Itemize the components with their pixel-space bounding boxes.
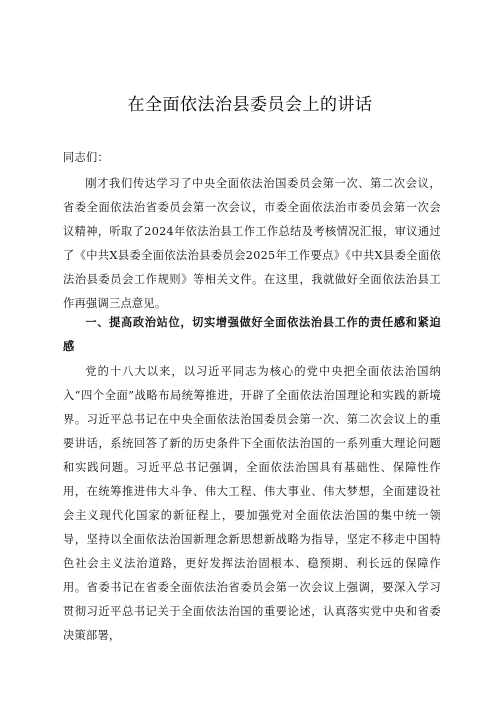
paragraph-intro: 刚才我们传达学习了中央全面依法治国委员会第一次、第二次会议，省委全面依法治省委员会第一次会议，市委全面依法治市委员会第一次会议精神，听取了2024年依法治县工作工作总结及考核情况汇报，审议通过了《中共X县委全面依法治县委员会2025年工作要点》《中共X县委全面依法治县委员会工作规则》等相关文件。在这里，我就做好全面依法治县工作再强调三点意见。 (63, 177, 441, 310)
document-title: 在全面依法治县委员会上的讲话 (127, 95, 373, 115)
salutation: 同志们： (63, 151, 109, 164)
paragraph-section-1: 党的十八大以来，以习近平同志为核心的党中央把全面依法治国纳入“四个全面”战略布局统筹推进，开辟了全面依法治国理论和实践的新境界。习近平总书记在中央全面依法治国委员会第一次、第二次会议上的重要讲话，系统回答了新的历史条件下全面依法治国的一系列重大理论问题和实践问题。习近平总书记强调，全面依法治国具有基础性、保障性作用，在统筹推进伟大斗争、伟大工程、伟大事业、伟大梦想，全面建设社会主义现代化国家的新征程上，要加强党对全面依法治国的集中统一领导，坚持以全面依法治国新理念新思想新战略为指导，坚定不移走中国特色社会主义法治道路，更好发挥法治固根本、稳预期、利长远的保障作用。省委书记在省委全面依法治省委员会第一次会议上强调，要深入学习贯彻习近平总书记关于全面依法治国的重要论述，认真落实党中央和省委决策部署， (63, 365, 441, 642)
section-heading-1: 一、提高政治站位，切实增强做好全面依法治县工作的责任感和紧迫感 (63, 315, 441, 353)
